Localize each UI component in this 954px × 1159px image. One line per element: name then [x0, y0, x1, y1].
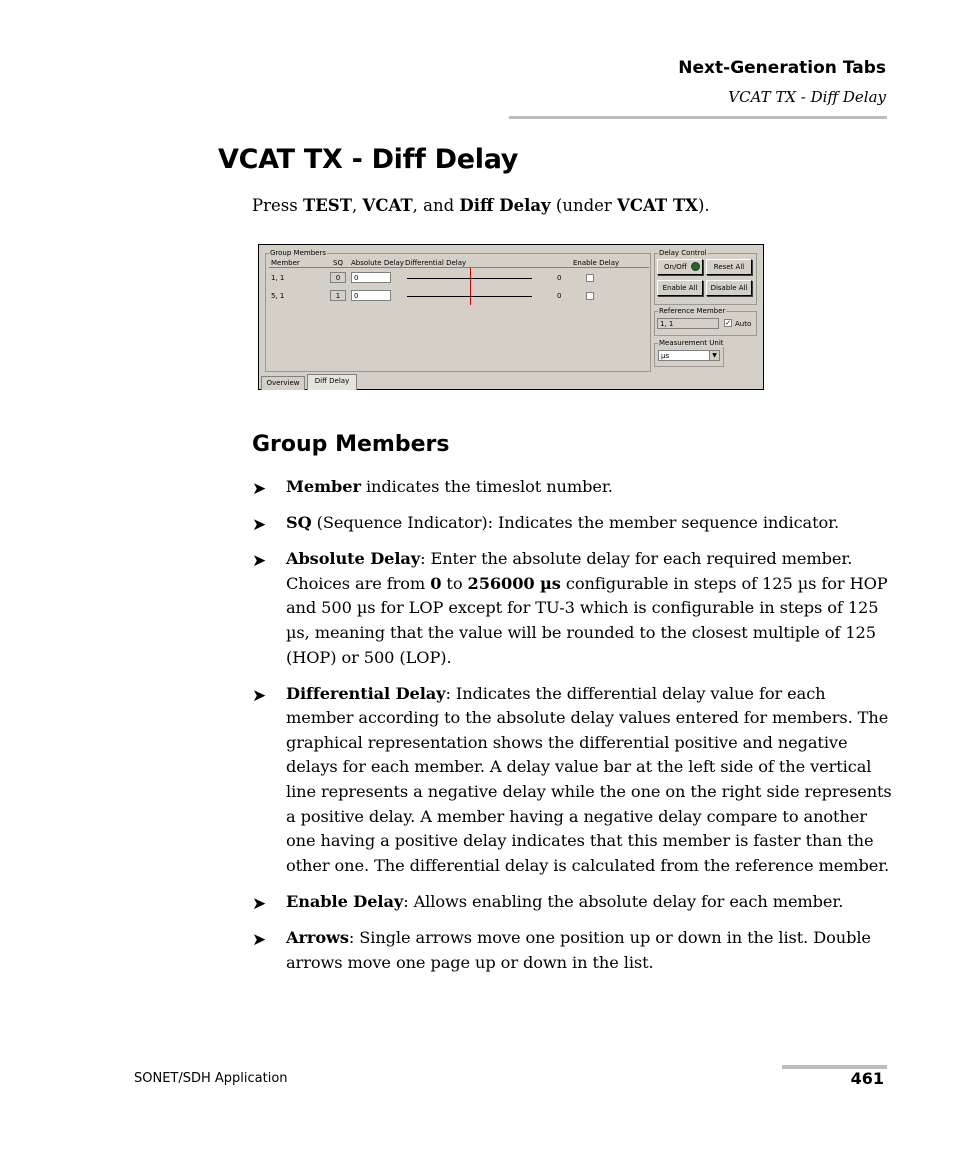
auto-checkbox[interactable]: ✓ [725, 319, 731, 327]
arrow-bullet-icon: ➤ [252, 893, 267, 914]
tab-overview[interactable]: Overview [261, 376, 305, 390]
row2-enable-delay-checkbox[interactable] [586, 292, 594, 300]
arrow-bullet-icon: ➤ [252, 479, 267, 499]
col-absolute-delay-header: Absolute Delay [351, 259, 404, 267]
row1-diff-value: 0 [557, 274, 562, 282]
footer-section-name: SONET/SDH Application [134, 1071, 288, 1086]
row2-absolute-delay-input[interactable]: 0 [351, 290, 391, 301]
reference-member-legend: Reference Member [659, 307, 726, 315]
arrow-bullet-icon: ➤ [252, 685, 267, 706]
list-item: ➤ Differential Delay: Indicates the differential delay value for each member according to the absolute delay values entered for members. The graphical representation shows the differential positive and negative delays for each member. A delay value bar at the left side of the vertical line represents a negative delay while the one on the right side represents a positive delay. A member having a negative delay compare to another one having a positive delay indicates that this member is faster than the other one. The differential delay is calculated from the reference member. [252, 683, 892, 875]
row2-sq: 1 [330, 290, 346, 301]
reference-member-field[interactable]: 1, 1 [657, 318, 719, 329]
arrow-bullet-icon: ➤ [252, 551, 267, 572]
enable-all-button[interactable]: Enable All [657, 280, 703, 296]
col-enable-delay-header: Enable Delay [573, 259, 620, 267]
row2-diff-value: 0 [557, 292, 562, 300]
col-member-header: Member [271, 259, 300, 267]
bullet-list [252, 475, 892, 987]
list-item: ➤ Member indicates the timeslot number. [252, 475, 892, 500]
list-item: ➤ Enable Delay: Allows enabling the absolute delay for each member. [252, 890, 892, 915]
arrow-bullet-icon: ➤ [252, 515, 267, 536]
row1-absolute-delay-input[interactable]: 0 [351, 272, 391, 283]
list-item: ➤ SQ (Sequence Indicator): Indicates the member sequence indicator. [252, 511, 892, 536]
measurement-unit-select[interactable]: µs ▼ [658, 350, 720, 361]
row1-delay-bar [407, 278, 532, 279]
auto-label: Auto [735, 320, 752, 328]
disable-all-button[interactable]: Disable All [706, 280, 752, 296]
row1-member: 1, 1 [271, 274, 285, 282]
on-off-button[interactable]: On/Off [657, 259, 703, 275]
group-members-legend: Group Members [270, 249, 326, 257]
col-sq-header: SQ [333, 259, 343, 267]
col-differential-delay-header: Differential Delay [405, 259, 467, 267]
delay-control-legend: Delay Control [659, 249, 707, 257]
row2-delay-bar [407, 296, 532, 297]
header-rule [509, 116, 887, 119]
running-header-title: Next-Generation Tabs [678, 58, 886, 78]
on-off-led-icon [691, 262, 700, 271]
running-header-subtitle: VCAT TX - Diff Delay [728, 88, 886, 106]
page-title: VCAT TX - Diff Delay [218, 144, 519, 175]
list-item: ➤ Absolute Delay: Enter the absolute delay for each required member. Choices are from 0 to 256000 µs configurable in steps of 125 µs for HOP and 500 µs for LOP except for TU-3 which is configurable in steps of 125 µs, meaning that the value will be rounded to the closest multiple of 125 (HOP) or 500 (LOP). [252, 549, 888, 667]
measurement-unit-legend: Measurement Unit [659, 339, 724, 347]
column-header-divider [269, 267, 649, 268]
reset-all-button[interactable]: Reset All [706, 259, 752, 275]
diff-delay-screenshot [258, 244, 764, 390]
intro-paragraph: Press TEST, VCAT, and Diff Delay (under VCAT TX). [252, 196, 710, 215]
arrow-bullet-icon: ➤ [252, 930, 267, 950]
page-number: 461 [850, 1069, 884, 1088]
chevron-down-icon: ▼ [709, 351, 719, 360]
row1-enable-delay-checkbox[interactable] [586, 274, 594, 282]
row2-member: 5, 1 [271, 292, 285, 300]
group-members-box [265, 253, 651, 372]
tab-diff-delay[interactable]: Diff Delay [307, 374, 357, 390]
section-title: Group Members [252, 432, 450, 457]
row1-sq: 0 [330, 272, 346, 283]
reference-vertical-line [470, 268, 471, 305]
list-item: ➤ Arrows: Single arrows move one position up or down in the list. Double arrows move one page up or down in the list. [252, 928, 871, 972]
